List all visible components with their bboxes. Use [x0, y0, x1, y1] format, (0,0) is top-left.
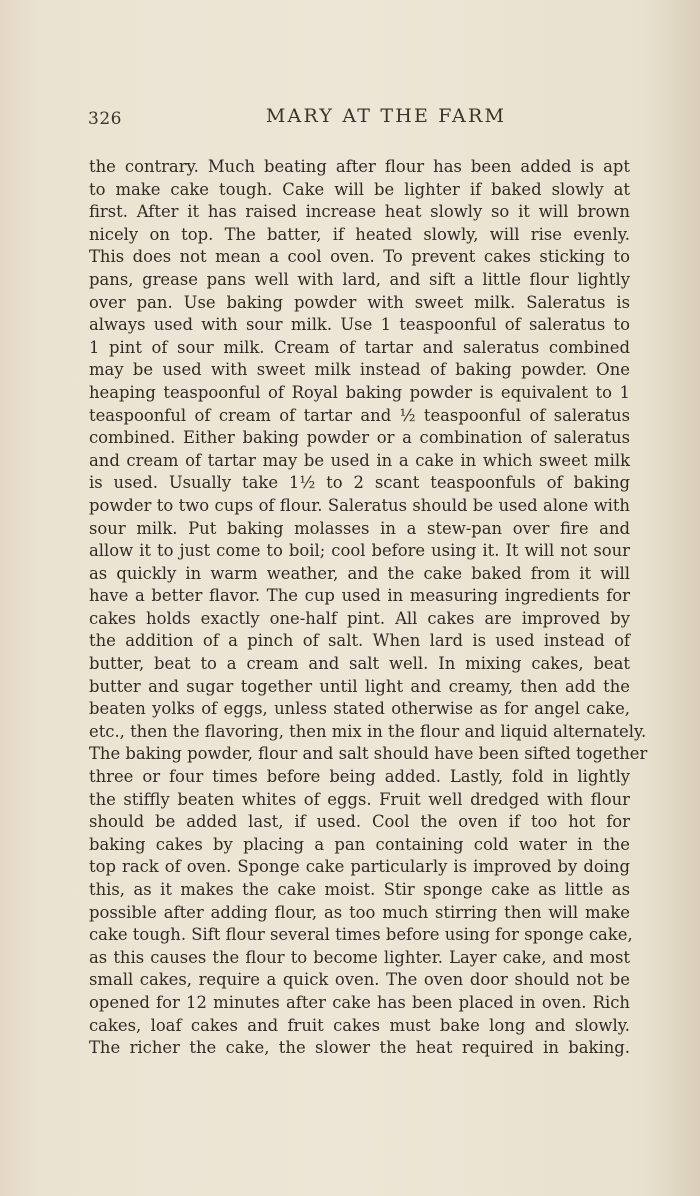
body-text: [89, 156, 648, 1060]
text-line: three or four times before being added. Lastly, fold in lightly: [89, 767, 630, 787]
text-line: the stiffly beaten whites of eggs. Fruit well dredged with flour: [89, 789, 630, 809]
text-line: opened for 12 minutes after cake has been placed in oven. Rich: [89, 992, 630, 1012]
text-line: over pan. Use baking powder with sweet milk. Saleratus is: [89, 292, 630, 312]
text-line: baking cakes by placing a pan containing cold water in the: [89, 834, 630, 854]
text-line: possible after adding flour, as too much stirring then will make: [89, 902, 630, 922]
text-line: etc., then the flavoring, then mix in the flour and liquid alternately.: [89, 721, 647, 741]
text-line: heaping teaspoonful of Royal baking powder is equivalent to 1: [89, 382, 630, 402]
text-line: cake tough. Sift flour several times before using for sponge cake,: [89, 925, 633, 945]
text-line: 1 pint of sour milk. Cream of tartar and saleratus combined: [89, 337, 630, 357]
text-line: pans, grease pans well with lard, and sift a little flour lightly: [89, 269, 630, 289]
page-number: 326: [88, 109, 122, 129]
text-line: beaten yolks of eggs, unless stated otherwise as for angel cake,: [89, 699, 630, 719]
text-line: to make cake tough. Cake will be lighter if baked slowly at: [89, 179, 630, 199]
text-line: the contrary. Much beating after flour has been added is apt: [89, 157, 630, 176]
text-line: may be used with sweet milk instead of baking powder. One: [89, 360, 630, 380]
text-line: as this causes the flour to become lighter. Layer cake, and most: [89, 947, 630, 967]
text-line: The baking powder, flour and salt should have been sifted together: [89, 744, 648, 764]
text-line: and cream of tartar may be used in a cake in which sweet milk: [89, 450, 630, 470]
text-line: should be added last, if used. Cool the oven if too hot for: [89, 812, 630, 832]
text-line: cakes, loaf cakes and fruit cakes must bake long and slowly.: [89, 1015, 630, 1035]
text-line: top rack of oven. Sponge cake particularly is improved by doing: [89, 857, 630, 877]
text-line: allow it to just come to boil; cool before using it. It will not sour: [89, 541, 630, 561]
text-line: powder to two cups of flour. Saleratus should be used alone with: [89, 495, 630, 515]
text-line: This does not mean a cool oven. To prevent cakes sticking to: [89, 247, 630, 267]
text-line: this, as it makes the cake moist. Stir sponge cake as little as: [89, 880, 630, 899]
text-line: small cakes, require a quick oven. The oven door should not be: [89, 970, 630, 990]
running-head: MARY AT THE FARM: [265, 105, 507, 127]
text-line: always used with sour milk. Use 1 teaspoonful of saleratus to: [89, 315, 630, 335]
text-line: have a better flavor. The cup used in measuring ingredients for: [89, 586, 630, 606]
text-line: teaspoonful of cream of tartar and ½ teaspoonful of saleratus: [89, 405, 630, 425]
text-line: sour milk. Put baking molasses in a stew-pan over fire and: [89, 518, 630, 538]
page-header: [88, 103, 634, 133]
text-line: as quickly in warm weather, and the cake baked from it will: [89, 563, 630, 583]
text-line: combined. Either baking powder or a combination of saleratus: [89, 428, 630, 448]
text-line: the addition of a pinch of salt. When lard is used instead of: [89, 631, 630, 651]
text-line: butter, beat to a cream and salt well. In mixing cakes, beat: [89, 654, 630, 674]
text-line: is used. Usually take 1½ to 2 scant teaspoonfuls of baking: [89, 473, 630, 493]
text-line: first. After it has raised increase heat slowly so it will brown: [89, 202, 630, 222]
text-line: cakes holds exactly one-half pint. All cakes are improved by: [89, 608, 630, 628]
text-line: The richer the cake, the slower the heat required in baking.: [89, 1038, 630, 1058]
text-line: nicely on top. The batter, if heated slowly, will rise evenly.: [89, 224, 630, 244]
text-line: butter and sugar together until light and creamy, then add the: [89, 676, 630, 696]
